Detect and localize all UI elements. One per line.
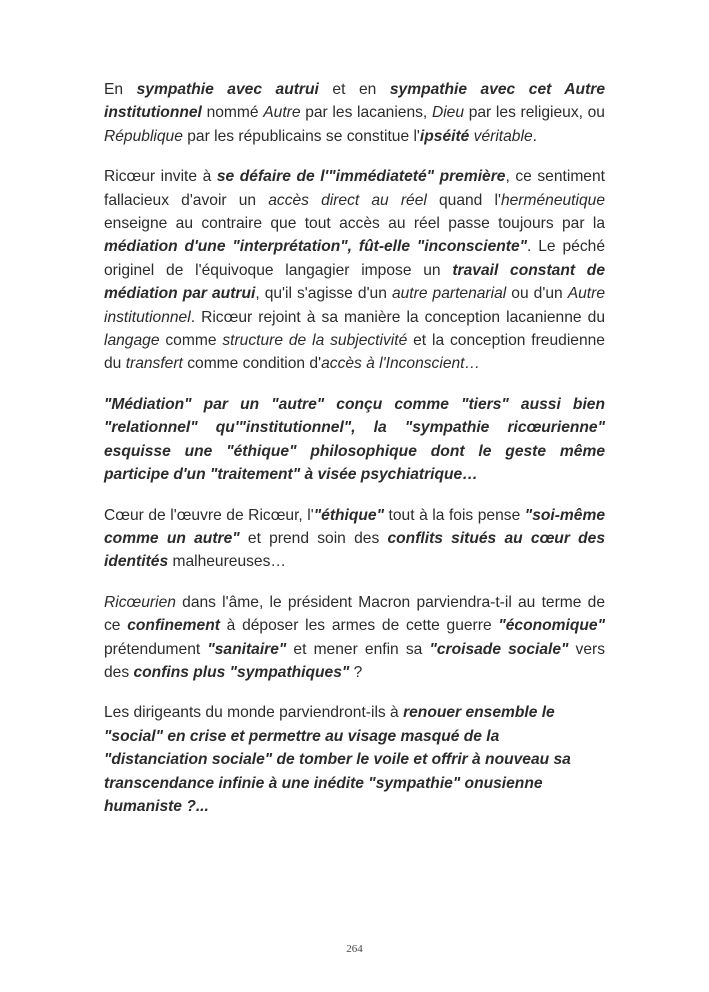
text-segment: Ricœur invite à	[104, 168, 217, 186]
text-segment: "croisade sociale"	[429, 640, 569, 658]
text-segment: enseigne au contraire que tout accès au réel passe toujours par la	[104, 215, 605, 233]
text-segment: dans l'âme, le président Macron parviendra-t-il au terme de ce	[104, 593, 605, 635]
text-segment: et la conception freudienne du	[104, 332, 605, 373]
text-segment: Ricœurien	[104, 593, 176, 611]
text-segment: "éthique"	[313, 506, 384, 524]
text-segment: accès à l'Inconscient…	[321, 355, 481, 373]
text-segment: "économique"	[498, 617, 605, 635]
text-segment: transfert	[125, 355, 183, 373]
text-segment: médiation d'une "interprétation", fût-elle "inconsciente"	[104, 238, 528, 256]
text-segment: .	[532, 127, 537, 145]
text-segment: par les lacaniens,	[300, 104, 432, 122]
text-segment: "sanitaire"	[207, 640, 287, 658]
text-segment: ipséité	[419, 127, 470, 145]
text-segment: Autre	[263, 104, 301, 122]
page-number: 264	[346, 943, 363, 955]
text-segment: quand l'	[426, 191, 501, 209]
text-segment: et mener enfin sa	[286, 640, 430, 658]
text-segment: et en	[318, 81, 390, 98]
text-segment: République	[104, 127, 183, 145]
text-segment: , qu'il s'agisse d'un	[255, 285, 392, 303]
text-segment: langage	[104, 332, 160, 350]
paragraph-3	[104, 393, 605, 487]
text-segment: Autre institutionnel	[104, 285, 605, 326]
text-segment: . Ricœur rejoint à sa manière la conception lacanienne du	[190, 308, 605, 326]
text-segment: autre partenarial	[391, 285, 507, 303]
text-segment: , ce sentiment fallacieux d'avoir un	[104, 168, 605, 209]
text-segment: . Le péché originel de l'équivoque langagier impose un	[104, 238, 605, 279]
text-segment: renouer ensemble le "social" en crise et permettre au visage masqué de la "distanciation sociale" de tomber le voile et offrir à nouveau sa transcendance infinie à une inédite "sympathie" onusienne humaniste ?...	[104, 704, 571, 815]
text-segment: par les religieux, ou	[464, 104, 605, 122]
text-segment: "soi-même comme un autre"	[104, 506, 605, 547]
text-segment: véritable	[473, 127, 533, 145]
text-segment: "Médiation" par un "autre" conçu comme "tiers" aussi bien "relationnel" qu'"institutionnel", la "sympathie ricœurienne" esquisse une "éthique" philosophique dont le geste même participe d'un "traitement" à visée psychiatrique…	[104, 395, 605, 484]
text-segment: herméneutique	[500, 191, 605, 209]
text-segment: accès direct au réel	[268, 191, 427, 209]
text-segment: ou d'un	[506, 285, 568, 303]
paragraph-6	[104, 701, 605, 818]
text-segment: et prend soin des	[239, 529, 388, 547]
text-segment: conflits situés au cœur des identités	[104, 529, 605, 571]
text-segment: sympathie avec autrui	[136, 81, 319, 98]
text-segment: ?	[349, 663, 363, 681]
text-segment: prétendument	[104, 640, 208, 658]
text-segment: à déposer les armes de cette guerre	[219, 617, 499, 635]
paragraph-1	[104, 78, 605, 148]
text-segment: vers des	[104, 640, 605, 681]
text-segment: confinement	[127, 617, 220, 635]
text-segment: structure de la subjectivité	[222, 332, 408, 350]
text-segment: nommé	[201, 104, 264, 122]
text-segment: se défaire de l'"immédiateté" première	[216, 168, 506, 186]
paragraph-4	[104, 504, 605, 574]
text-segment: tout à la fois pense	[383, 506, 525, 524]
text-segment: Les dirigeants du monde parviendront-ils à	[104, 704, 404, 722]
text-segment: par les républicains se constitue l'	[182, 127, 420, 145]
text-segment: comme	[159, 332, 223, 350]
text-segment: sympathie avec cet Autre institutionnel	[104, 81, 605, 122]
text-segment: En	[104, 81, 137, 98]
paragraph-2	[104, 165, 605, 376]
text-segment: confins plus "sympathiques"	[133, 663, 350, 681]
text-segment: Dieu	[431, 104, 465, 122]
body-text	[104, 78, 605, 835]
paragraph-5	[104, 591, 605, 685]
text-segment: comme condition d'	[182, 355, 322, 373]
text-segment: travail constant de médiation par autrui	[104, 261, 605, 303]
text-segment: Cœur de l'œuvre de Ricœur, l'	[104, 506, 314, 524]
text-segment: malheureuses…	[168, 553, 286, 571]
